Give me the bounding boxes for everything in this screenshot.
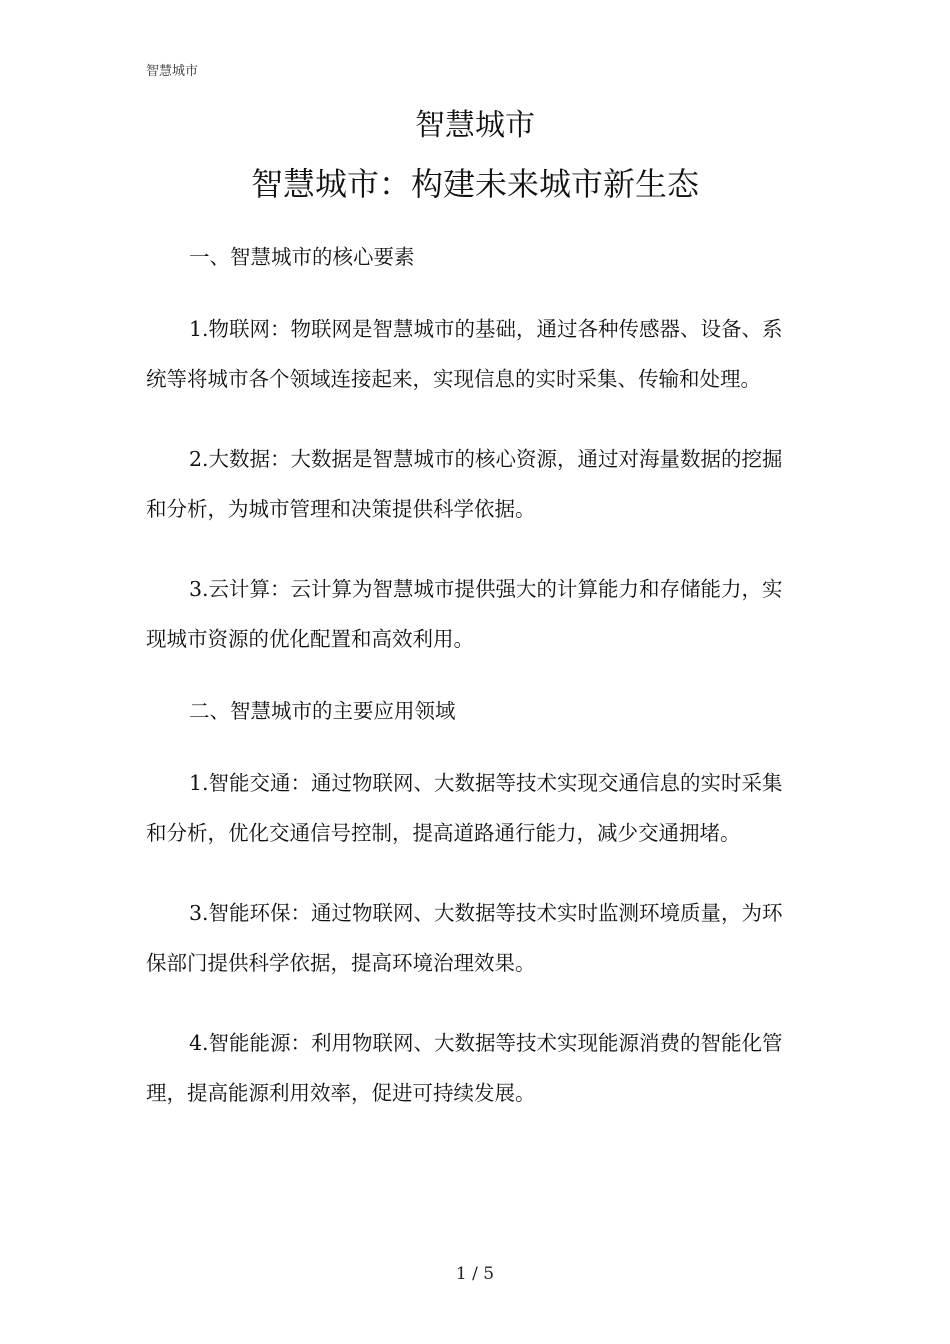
section-heading: 二、智慧城市的主要应用领域	[189, 699, 456, 723]
paragraph: 1.物联网：物联网是智慧城市的基础，通过各种传感器、设备、系统等将城市各个领域连接起来，实现信息的实时采集、传输和处理。	[146, 317, 783, 391]
document-subtitle: 智慧城市：构建未来城市新生态	[250, 165, 699, 203]
paragraph: 1.智能交通：通过物联网、大数据等技术实现交通信息的实时采集和分析，优化交通信号控制，提高道路通行能力，减少交通拥堵。	[146, 771, 783, 845]
section-heading: 一、智慧城市的核心要素	[189, 245, 415, 269]
paragraph: 2.大数据：大数据是智慧城市的核心资源，通过对海量数据的挖掘和分析，为城市管理和决策提供科学依据。	[146, 447, 783, 521]
paragraph: 3.云计算：云计算为智慧城市提供强大的计算能力和存储能力，实现城市资源的优化配置和高效利用。	[146, 577, 783, 651]
page-number: 1 / 5	[455, 1264, 495, 1284]
document-body	[146, 240, 798, 1148]
paragraph: 3.智能环保：通过物联网、大数据等技术实时监测环境质量，为环保部门提供科学依据，提高环境治理效果。	[146, 901, 783, 975]
document-title: 智慧城市	[415, 108, 535, 143]
page-header: 智慧城市	[146, 64, 199, 79]
paragraph: 4.智能能源：利用物联网、大数据等技术实现能源消费的智能化管理，提高能源利用效率，促进可持续发展。	[146, 1031, 783, 1105]
